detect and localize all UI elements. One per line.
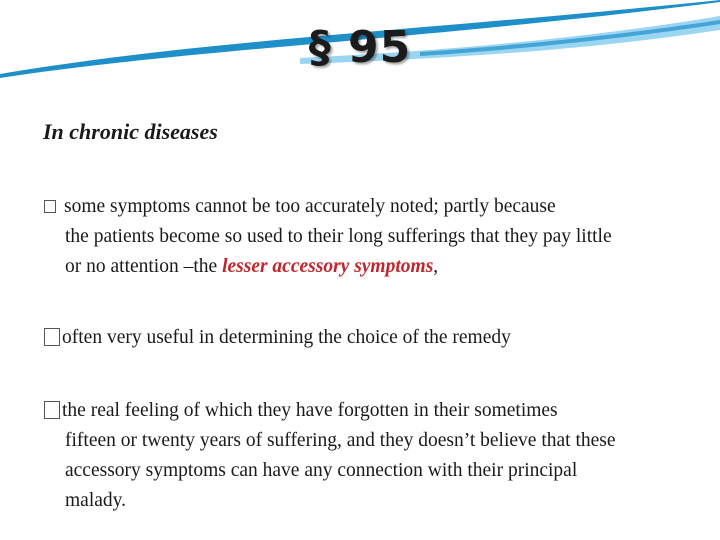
bullet-paragraph-3 — [44, 396, 704, 516]
paragraph-1-line-1: some symptoms cannot be too accurately noted; partly because — [44, 192, 704, 222]
checkbox-bullet-icon — [44, 200, 56, 213]
checkbox-bullet-icon — [44, 328, 60, 346]
paragraph-3-line-2: fifteen or twenty years of suffering, and they doesn’t believe that these — [65, 430, 616, 451]
bullet-paragraph-2 — [44, 323, 704, 353]
slide-title: § 95 — [308, 22, 412, 73]
paragraph-1-line-3: or no attention –the lesser accessory symptoms, — [65, 256, 439, 277]
paragraph-3-line-3: accessory symptoms can have any connection with their principal — [65, 460, 578, 481]
paragraph-2-line-1: often very useful in determining the choice of the remedy — [44, 323, 704, 353]
paragraph-3-line-4: malady. — [65, 490, 127, 511]
bullet-paragraph-1 — [44, 192, 704, 282]
paragraph-3-line-1: the real feeling of which they have forgotten in their sometimes — [44, 396, 704, 426]
checkbox-bullet-icon — [44, 401, 60, 419]
section-subtitle: In chronic diseases — [43, 119, 218, 144]
emphasis-text: lesser accessory symptoms — [222, 256, 434, 277]
paragraph-1-line-2: the patients become so used to their long sufferings that they pay little — [65, 226, 612, 247]
